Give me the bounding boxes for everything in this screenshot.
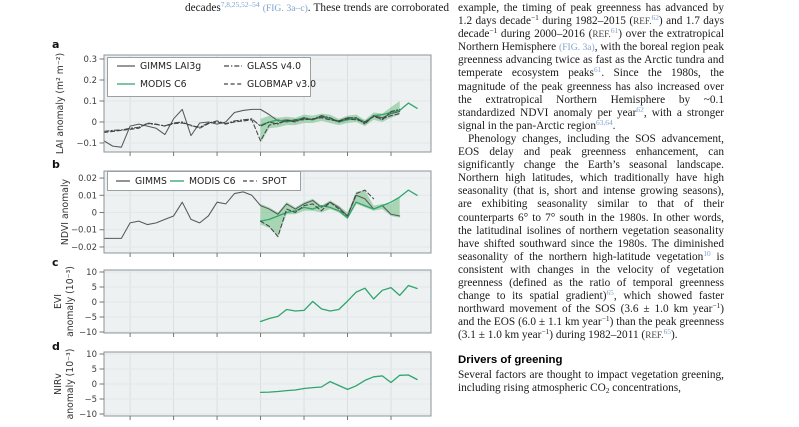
panel-letter: a (52, 38, 60, 51)
chart-panel-d (52, 340, 431, 420)
text-run: REF. (645, 330, 664, 341)
text-run: Several factors are thought to impact vegetation greening, including rising atmospheric CO (458, 368, 724, 394)
y-tick-label: 0.01 (78, 191, 97, 202)
chart-panel-c (52, 256, 431, 338)
y-axis-label: NIRv (53, 373, 64, 395)
y-tick-label: −0.1 (76, 138, 97, 149)
citation-ref[interactable]: 10 (703, 248, 711, 258)
y-axis-label: EVI (53, 294, 64, 309)
text-run: is consistent with changes in the velocity of vegetation greenness (defined as the ratio of temporal greenness change to its spatial gradient) (458, 250, 725, 303)
legend-label: MODIS C6 (189, 176, 236, 188)
citation-ref[interactable]: 65 (606, 288, 614, 298)
panel-letter: b (52, 158, 60, 171)
y-tick-label: 0.02 (78, 174, 97, 185)
right-column-paragraphs-after (458, 369, 724, 395)
y-tick-label: −5 (84, 313, 97, 324)
legend-label: MODIS C6 (140, 79, 187, 91)
citation-ref[interactable]: 61 (610, 26, 619, 36)
y-axis-label: LAI anomaly (m² m⁻²) (55, 52, 66, 155)
panel-letter: d (52, 340, 60, 353)
text-run: , with a stronger signal in the pan-Arctic region (458, 106, 724, 132)
text-run: ) over the extratropical Northern Hemisphere (458, 28, 724, 54)
citation-ref[interactable]: 62 (651, 13, 659, 23)
paragraph (458, 369, 724, 395)
text-run: −1 (489, 26, 498, 36)
citation-ref[interactable]: 61 (593, 65, 602, 75)
text-run: example, the timing of peak greenness has advanced by 1.2 days decade (458, 2, 724, 28)
y-tick-label: 0.2 (83, 75, 97, 86)
citation-ref[interactable]: 62 (636, 104, 644, 114)
y-tick-label: 10 (86, 268, 97, 279)
y-tick-label: 0.3 (83, 54, 97, 65)
text-run: . Since the 1980s, the magnitude of the peak greenness has also increased over the extratropical Northern Hemisphere by ~0.1 standardized NDVI anomaly per year (458, 67, 724, 119)
y-tick-label: 0 (91, 208, 97, 219)
chart-panel-b (52, 158, 431, 257)
right-column (458, 2, 724, 395)
text-run: decades (185, 2, 221, 14)
paragraph (458, 133, 724, 343)
y-tick-label: −10 (79, 328, 97, 339)
text-run: , which showed faster northward movement of the SOS (3.6 ± 1.0 km year (458, 290, 724, 316)
y-tick-label: −0.02 (70, 242, 97, 253)
y-tick-label: 0 (91, 380, 97, 390)
y-tick-label: 0 (91, 298, 97, 309)
text-run: −1 (541, 327, 550, 337)
legend-label: GLOBMAP v3.0 (247, 79, 316, 91)
y-tick-label: 5 (91, 365, 97, 376)
text-run: ) and 1.7 days decade (458, 15, 724, 41)
paragraph (458, 2, 724, 133)
citation-ref[interactable]: 63,64 (596, 117, 613, 127)
text-run: Phenology changes, including the SOS advancement, EOS delay and peak greenness enhancement, can significantly change the Earth’s seasonal landscape. Northern high latitudes, which traditionally have high seasonality (that is, short and intense growing seasons), are exhibiting seasonality similar to that of their counterparts 6° to 7° south in the 1980s. In other words, the latitudinal isolines of northern vegetation seasonality have shifted southward since the 1980s. The diminished seasonality of the northern high-latitude vegetation (458, 132, 724, 263)
text-run: concentrations, (609, 381, 682, 394)
chart-panel-a (52, 38, 431, 156)
panel-letter: c (52, 256, 59, 269)
text-run: during 2000–2016 ( (497, 28, 593, 41)
y-axis-label: anomaly (10⁻³) (65, 348, 76, 420)
y-tick-label: −0.01 (70, 225, 97, 236)
text-run: REF. (633, 16, 652, 27)
figure-ref[interactable]: (FIG. 3a–c) (262, 3, 308, 14)
text-run: ) and the EOS (6.0 ± 1.1 km year (458, 303, 724, 329)
text-run: −1 (601, 314, 610, 324)
text-run: . (612, 119, 616, 132)
text-run: . These trends are corroborated (307, 2, 449, 14)
text-run: −1 (712, 301, 721, 311)
y-tick-label: 0.1 (83, 96, 97, 107)
y-axis-label: anomaly (10⁻³) (65, 266, 76, 337)
citation-ref[interactable]: 65 (663, 327, 671, 337)
y-tick-label: 0 (91, 117, 97, 128)
figure-ref[interactable]: (FIG. 3a) (559, 42, 595, 54)
text-run: REF. (592, 29, 611, 40)
y-axis-label: NDVI anomaly (60, 178, 71, 246)
y-tick-label: 10 (86, 350, 97, 361)
legend-label: GLASS v4.0 (247, 61, 302, 73)
y-tick-label: 5 (91, 283, 97, 294)
right-column-paragraphs (458, 2, 724, 342)
text-run: 2 (605, 385, 610, 395)
y-tick-label: −5 (84, 394, 97, 405)
y-tick-label: −10 (79, 409, 97, 420)
citation-ref[interactable]: 7,8,25,52–54 (220, 0, 260, 9)
legend-label: GIMMS LAI3g (140, 61, 202, 73)
text-run: ). (671, 329, 678, 342)
text-run: during 1982–2015 ( (538, 15, 634, 28)
section-heading: Drivers of greening (458, 354, 563, 367)
legend-label: SPOT (262, 176, 287, 188)
text-run: ) during 1982–2011 ( (549, 329, 646, 342)
text-run: , with the boreal region peak greenness advancing twice as fast as the Arctic tundra and temperate ecosystem peaks (458, 41, 725, 80)
text-run: ) than the peak greenness (3.1 ± 1.0 km year (458, 316, 724, 342)
legend-label: GIMMS (135, 176, 167, 188)
text-run: −1 (530, 13, 539, 23)
